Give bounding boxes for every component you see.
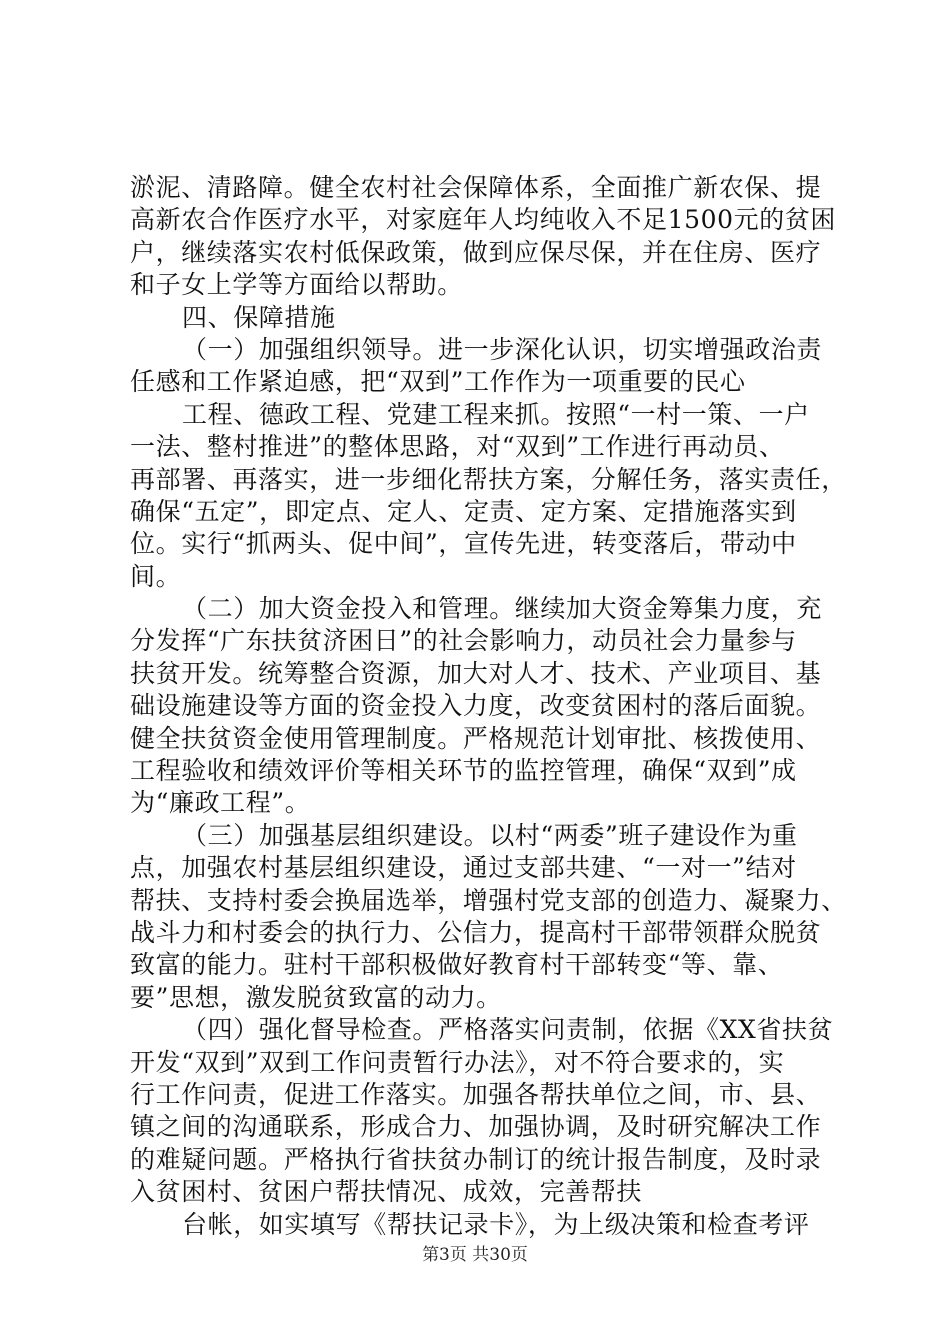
text-line: 工程验收和绩效评价等相关环节的监控管理，确保“双到”成 [130, 756, 797, 786]
text-line: 工程、德政工程、党建工程来抓。按照“一村一策、一户 [182, 399, 810, 429]
text-line: 一法、整村推进”的整体思路，对“双到”工作进行再动员、 [130, 432, 785, 462]
text-line: 任感和工作紧迫感，把“双到”工作作为一项重要的民心 [130, 367, 746, 397]
text-line: 行工作问责，促进工作落实。加强各帮扶单位之间，市、县、 [130, 1079, 822, 1109]
text-line: 致富的能力。驻村干部积极做好教育村干部转变“等、靠、 [130, 950, 784, 980]
text-line: （二）加大资金投入和管理。继续加大资金筹集力度，充 [182, 594, 823, 624]
text-line: 间。 [130, 561, 182, 591]
text-line: （三）加强基层组织建设。以村“两委”班子建设作为重 [182, 820, 798, 850]
text-line: 战斗力和村委会的执行力、公信力，提高村干部带领群众脱贫 [130, 917, 822, 947]
page-footer: 第3页 共30页 [422, 1245, 528, 1265]
text-line: 分发挥“广东扶贫济困日”的社会影响力，动员社会力量参与 [130, 626, 797, 656]
text-line: 和子女上学等方面给以帮助。 [130, 270, 463, 300]
text-line: 位。实行“抓两头、促中间”，宣传先进，转变落后，带动中 [130, 529, 797, 559]
text-line: 淤泥、清路障。健全农村社会保障体系，全面推广新农保、提 [130, 173, 822, 202]
text-line: 要”思想，激发脱贫致富的动力。 [130, 982, 502, 1012]
text-line: （四）强化督导检查。严格落实问责制，依据《XX省扶贫 [182, 1015, 834, 1045]
text-line: 户，继续落实农村低保政策，做到应保尽保，并在住房、医疗 [130, 237, 822, 267]
document-body [130, 172, 847, 1241]
text-line: 帮扶、支持村委会换届选举，增强村党支部的创造力、凝聚力、 [130, 885, 847, 915]
text-line: 点，加强农村基层组织建设，通过支部共建、“一对一”结对 [130, 853, 797, 883]
text-line: 镇之间的沟通联系，形成合力、加强协调，及时研究解决工作 [130, 1112, 822, 1142]
text-line: 为“廉政工程”。 [130, 788, 311, 818]
text-line: 础设施建设等方面的资金投入力度，改变贫困村的落后面貌。 [130, 691, 822, 721]
text-line: 高新农合作医疗水平，对家庭年人均纯收入不足1500元的贫困 [130, 205, 837, 235]
text-line: 确保“五定”，即定点、定人、定责、定方案、定措施落实到 [130, 496, 797, 526]
text-line: 开发“双到”双到工作问责暂行办法》，对不符合要求的，实 [130, 1047, 785, 1077]
text-line: 扶贫开发。统筹整合资源，加大对人才、技术、产业项目、基 [130, 658, 822, 688]
text-line: 健全扶贫资金使用管理制度。严格规范计划审批、核拨使用、 [130, 723, 822, 753]
text-line: 再部署、再落实，进一步细化帮扶方案，分解任务，落实责任， [130, 464, 847, 494]
text-line: （一）加强组织领导。进一步深化认识，切实增强政治责 [182, 334, 823, 364]
text-line: 台帐，如实填写《帮扶记录卡》，为上级决策和检查考评 [182, 1209, 810, 1239]
text-line: 的难疑问题。严格执行省扶贫办制订的统计报告制度，及时录 [130, 1144, 822, 1174]
text-line: 入贫困村、贫困户帮扶情况、成效，完善帮扶 [130, 1177, 643, 1207]
text-line: 四、保障措施 [182, 302, 336, 332]
